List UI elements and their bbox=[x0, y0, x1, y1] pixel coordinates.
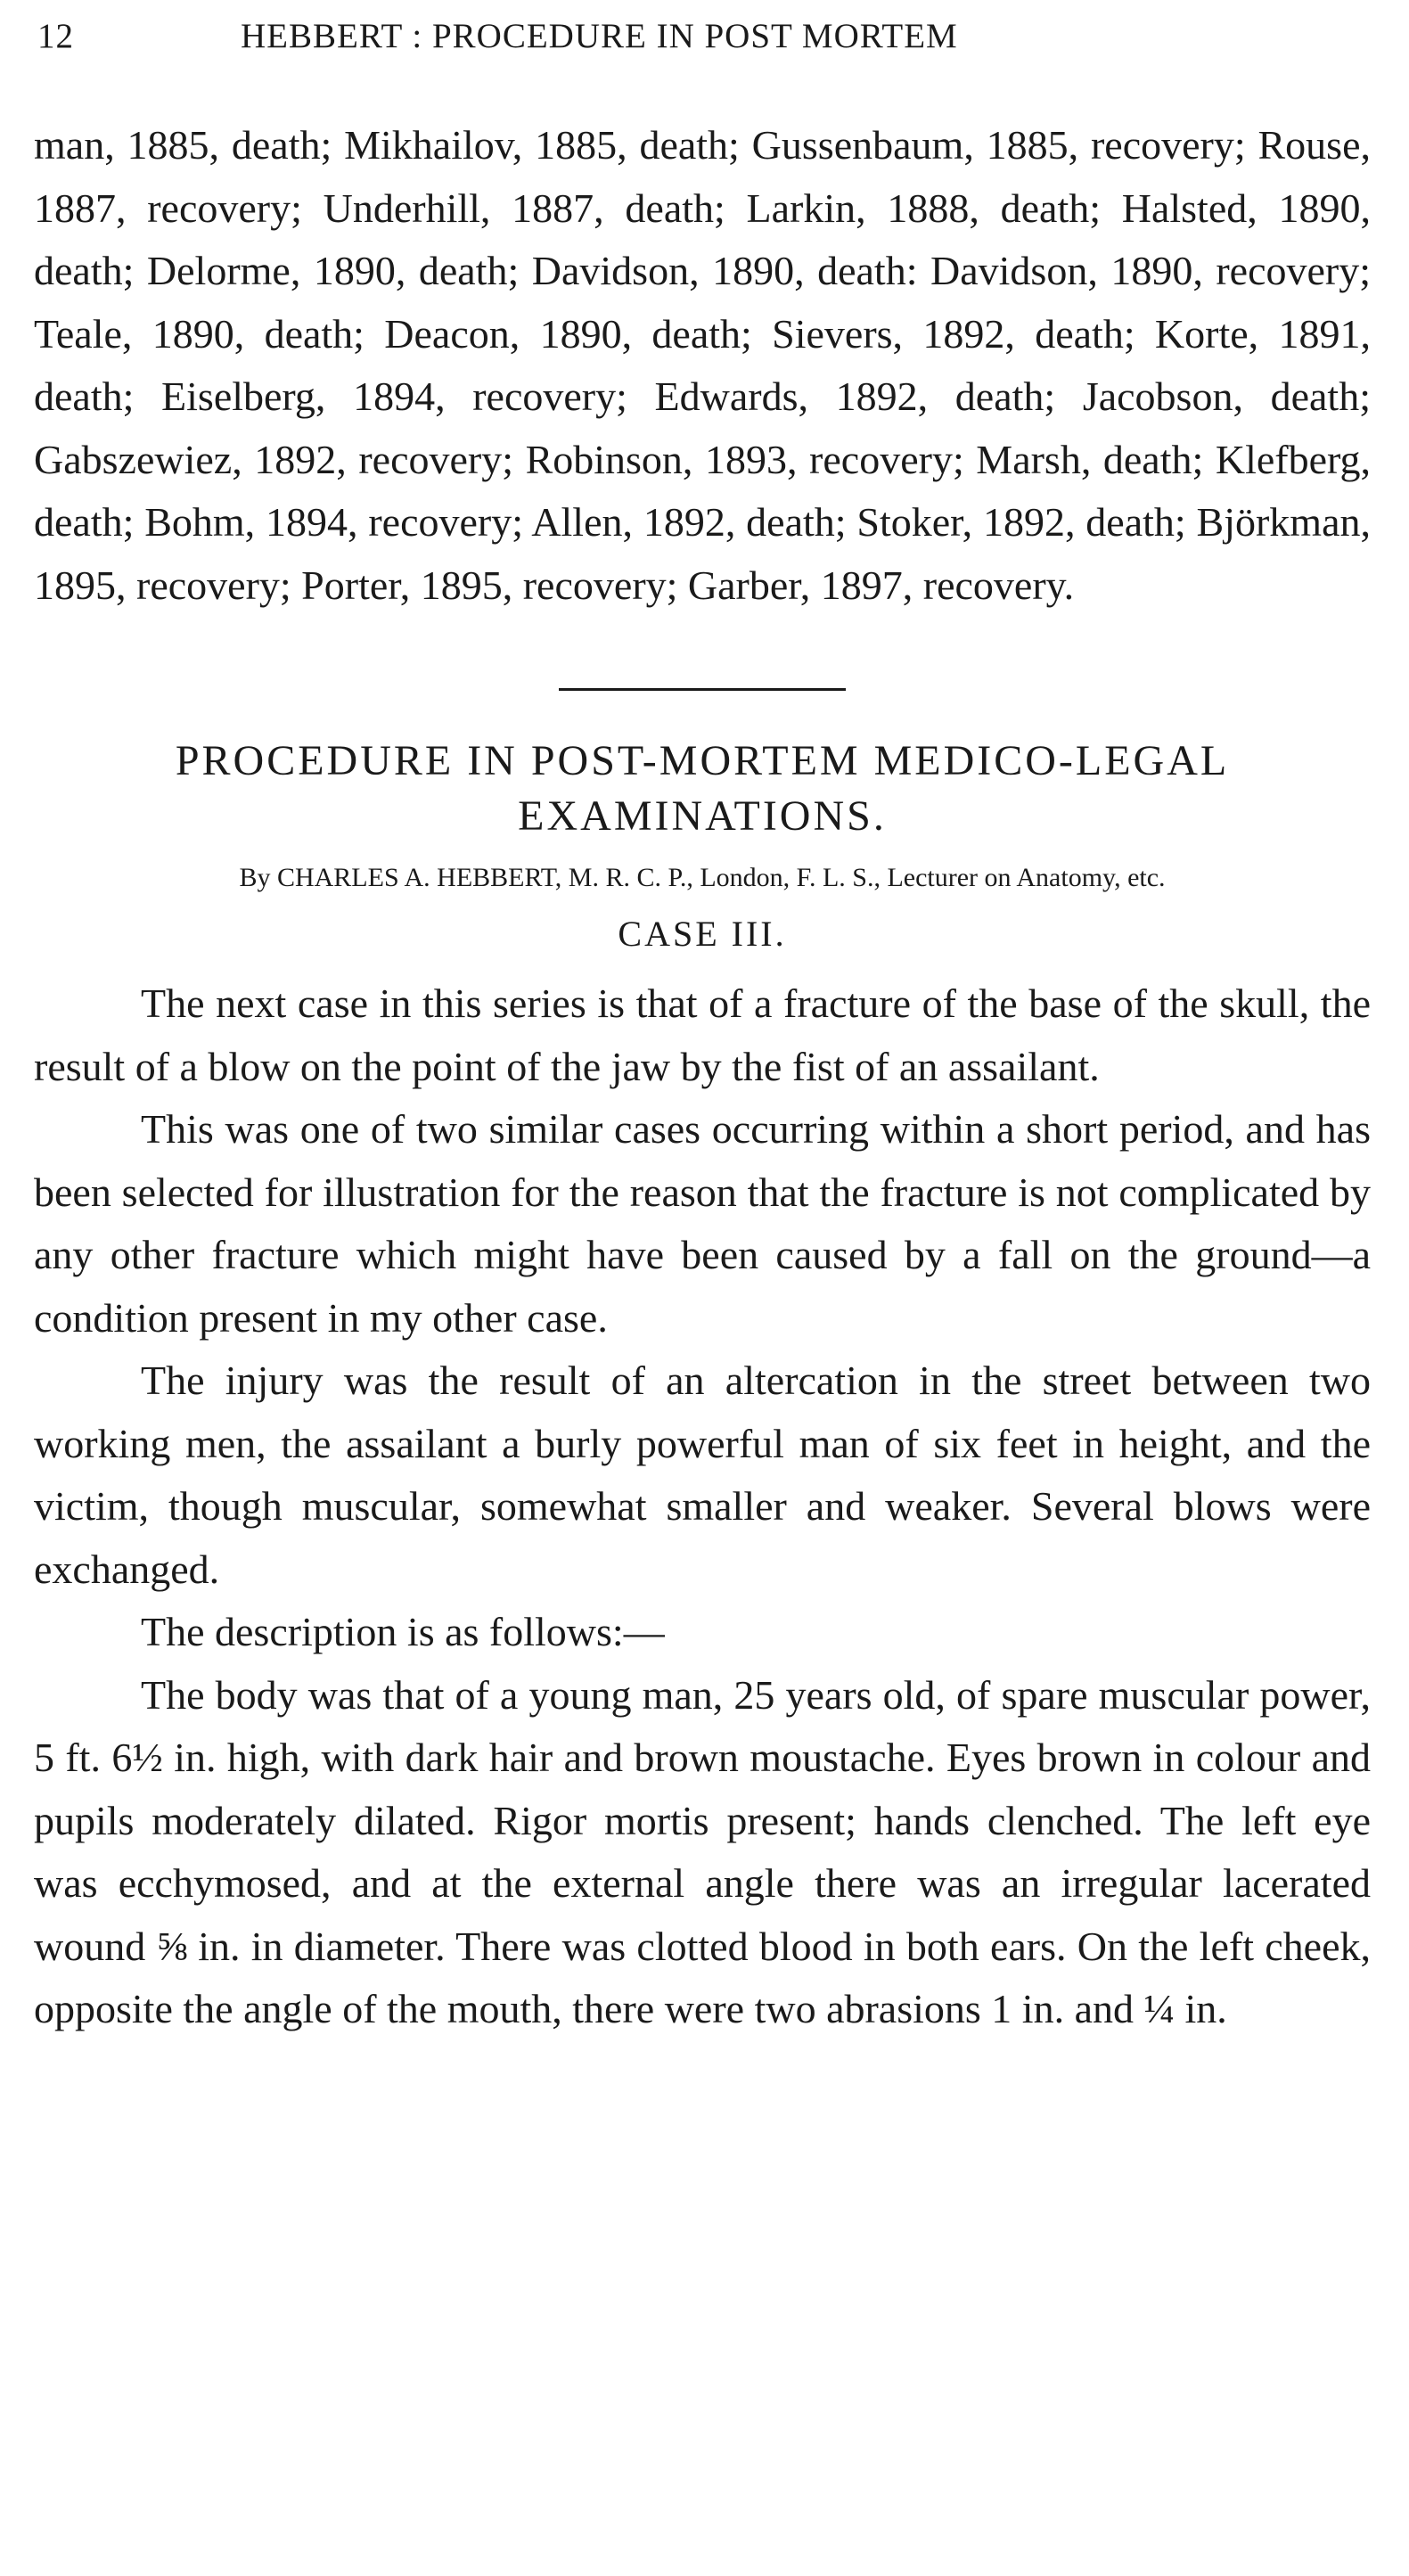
running-head bbox=[34, 16, 1371, 70]
byline-author: CHARLES A. HEBBERT, M. R. C. P., London, F. L. S., Lecturer on Anatomy, etc. bbox=[276, 863, 1166, 892]
continued-text: man, 1885, death; Mikhailov, 1885, death; Gussenbaum, 1885, recovery; Rouse, 1887, recovery; Underhill, 1887, death; Larkin, 1888, death; Halsted, 1890, death; Delorme, 1890, death; Davidson, 1890, death: Davidson, 1890, recovery; Teale, 1890, death; Deacon, 1890, death; Sievers, 1892, death; Korte, 1891, death; Eiselberg, 1894, recovery; Edwards, 1892, death; Jacobson, death; Gabszewiez, 1892, recovery; Robinson, 1893, recovery; Marsh, death; Klefberg, death; Bohm, 1894, recovery; Allen, 1892, death; Stoker, 1892, death; Björkman, 1895, recovery; Porter, 1895, recovery; Garber, 1897, recovery. bbox=[34, 122, 1371, 608]
paragraph: The description is as follows:— bbox=[141, 1609, 665, 1654]
section-divider bbox=[559, 688, 846, 691]
paragraph: This was one of two similar cases occurring within a short period, and has been selected for illustration for the reason that the fracture is not complicated by any other fracture which might have been caused by a fall on the ground—a condition present in my other case. bbox=[34, 1106, 1371, 1341]
book-page bbox=[34, 16, 1371, 2041]
paragraph: The next case in this series is that of a fracture of the base of the skull, the result of a blow on the point of the jaw by the fist of an assailant. bbox=[34, 980, 1371, 1089]
byline bbox=[34, 860, 1371, 896]
page-number: 12 bbox=[37, 17, 74, 55]
paragraph: The injury was the result of an altercation in the street between two working men, the assailant a burly powerful man of six feet in height, and the victim, though muscular, somewhat smaller and weaker. Several blows were exchanged. bbox=[34, 1358, 1371, 1592]
paragraph: The body was that of a young man, 25 years old, of spare muscular power, 5 ft. 6½ in. high, with dark hair and brown moustache. Eyes brown in colour and pupils moderately dilated. Rigor mortis present; hands clenched. The left eye was ecchymosed, and at the external angle there was an irregular lacerated wound ⅝ in. in diameter. There was clotted blood in both ears. On the left cheek, opposite the angle of the mouth, there were two abrasions 1 in. and ¼ in. bbox=[34, 1671, 1371, 2031]
running-title: HEBBERT : PROCEDURE IN POST MORTEM bbox=[241, 17, 958, 55]
byline-prefix: By bbox=[239, 863, 271, 892]
article-body bbox=[34, 972, 1371, 2041]
case-heading: CASE III. bbox=[618, 914, 787, 954]
article-title: PROCEDURE IN POST-MORTEM MEDICO-LEGAL EXAMINATIONS. bbox=[175, 737, 1230, 840]
